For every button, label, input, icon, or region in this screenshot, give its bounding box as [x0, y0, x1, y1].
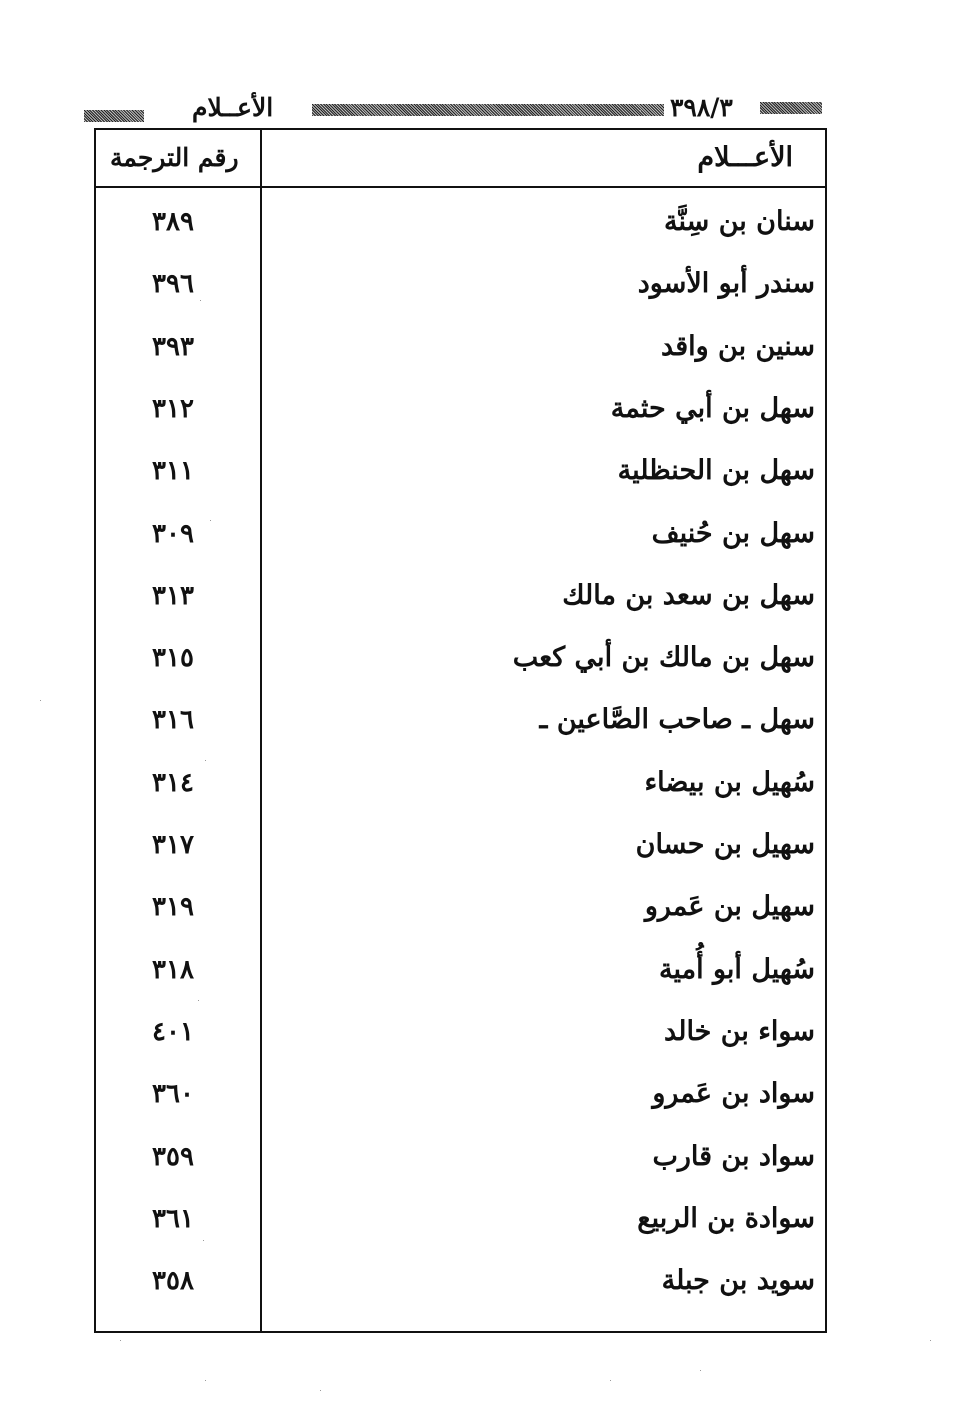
entry-number: ٣٨٩ [152, 207, 194, 237]
entry-number: ٣٩٣ [152, 331, 194, 362]
person-name: سواء بن خالد [664, 1015, 815, 1047]
scan-speck [198, 1000, 199, 1001]
person-name: سهيل بن عَمرو [644, 891, 815, 923]
entry-number: ٣١٣ [152, 580, 194, 611]
table-row [96, 1261, 825, 1301]
person-name: سهل بن مالك بن أبي كعب [512, 642, 815, 674]
person-name: سهل بن حُنيف [651, 517, 815, 549]
scan-speck [205, 1380, 206, 1381]
entry-number: ٣١٦ [152, 705, 194, 736]
table-row [96, 327, 825, 367]
person-name: سوادة بن الربيع [637, 1202, 815, 1234]
entry-number: ٣١٨ [152, 954, 194, 985]
entry-number: ٣٦١ [152, 1203, 194, 1234]
scan-speck [40, 700, 41, 701]
entry-number: ٣٩٦ [152, 269, 194, 300]
section-title: الأعــلام [192, 93, 274, 122]
header-rule-left [84, 110, 144, 122]
table-row [96, 1137, 825, 1177]
entry-number: ٣١٢ [152, 393, 194, 424]
scan-speck [640, 110, 641, 111]
scan-speck [205, 760, 206, 761]
entry-number: ٣٠٩ [152, 518, 194, 549]
table-row [96, 1199, 825, 1239]
person-name: سنين بن واقد [661, 330, 815, 362]
entry-number: ٣١٤ [152, 767, 194, 798]
person-name: سنان بن سِنَّة [664, 206, 815, 237]
person-name: سهل بن أبي حثمة [610, 392, 815, 424]
person-name: سويد بن جبلة [661, 1265, 815, 1297]
entry-number: ٤٠١ [152, 1016, 194, 1047]
person-name: سهل بن سعد بن مالك [562, 579, 815, 611]
scan-speck [210, 520, 211, 521]
entry-number: ٣١٩ [152, 892, 194, 923]
entry-number: ٣١٧ [152, 830, 194, 860]
person-name: سواد بن عَمرو [652, 1078, 815, 1110]
names-column-header: الأعـــلام [697, 142, 793, 173]
table-row [96, 389, 825, 429]
table-row [96, 700, 825, 740]
entry-number: ٣٦٠ [152, 1079, 194, 1110]
table-row [96, 576, 825, 616]
person-name: سهيل بن حسان [635, 829, 815, 860]
table-row [96, 950, 825, 990]
entry-number: ٣١١ [152, 456, 194, 487]
page-reference: ٣٩٨/٣ [670, 93, 733, 122]
page-header [84, 94, 822, 122]
entry-number: ٣١٥ [152, 643, 194, 674]
person-name: سهل بن الحنظلية [617, 455, 815, 487]
header-rule-middle [312, 104, 664, 116]
table-row [96, 638, 825, 678]
scan-speck [120, 1340, 121, 1341]
scan-speck [930, 1340, 931, 1341]
table-row [96, 1012, 825, 1052]
scan-speck [610, 1380, 611, 1381]
scan-speck [200, 300, 201, 301]
person-name: سهل ـ صاحب الصَّاعين ـ [539, 704, 815, 736]
table-row [96, 825, 825, 865]
scan-speck [700, 1370, 701, 1371]
table-row [96, 202, 825, 242]
header-divider [96, 186, 825, 188]
person-name: سندر أبو الأسود [637, 268, 815, 300]
table-row [96, 264, 825, 304]
table-row [96, 1074, 825, 1114]
table-row [96, 887, 825, 927]
scan-speck [203, 1240, 204, 1241]
entry-number: ٣٥٨ [152, 1266, 194, 1297]
entry-number: ٣٥٩ [152, 1141, 194, 1172]
table-row [96, 514, 825, 554]
header-rule-right [760, 102, 822, 114]
index-table [94, 128, 827, 1333]
person-name: سواد بن قارب [652, 1140, 815, 1172]
person-name: سُهيل أبو أُمية [658, 953, 815, 985]
scan-speck [320, 1390, 321, 1391]
person-name: سُهيل بن بيضاء [644, 766, 815, 798]
table-row [96, 763, 825, 803]
table-row [96, 451, 825, 491]
number-column-header: رقم الترجمة [110, 143, 239, 172]
